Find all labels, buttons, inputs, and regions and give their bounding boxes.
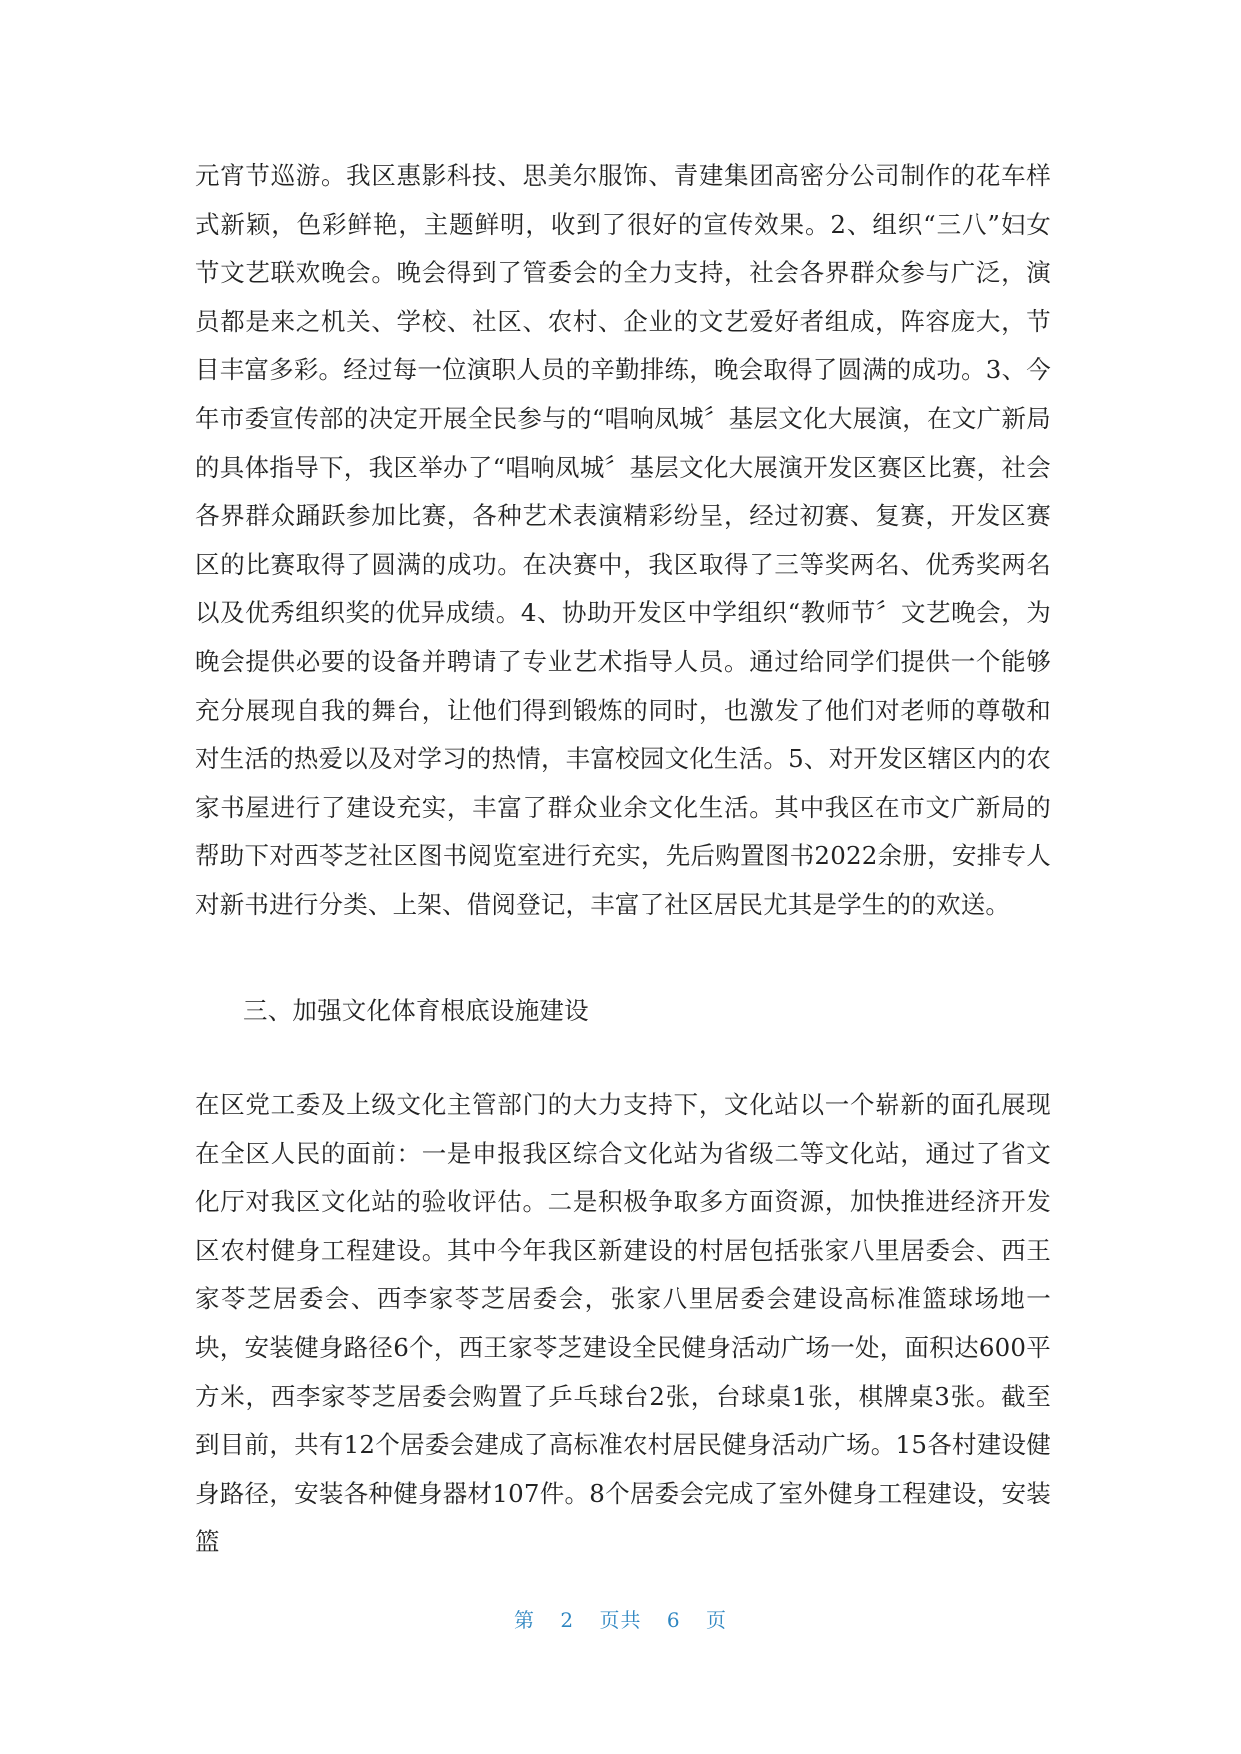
footer-label-ye-gong: 页共 [599,1608,642,1632]
section-heading: 三、加强文化体育根底设施建设 [243,996,589,1025]
footer-page-current: 2 [560,1608,575,1632]
body-paragraph: 在区党工委及上级文化主管部门的大力支持下，文化站以一个崭新的面孔展现在全区人民的面前：一是申报我区综合文化站为省级二等文化站，通过了省文化厅对我区文化站的验收评估。二是积极争取多方面资源，加快推进经济开发区农村健身工程建设。其中今年我区新建设的村居包括张家八里居委会、西王家苓芝居委会、西李家苓芝居委会，张家八里居委会建设高标准篮球场地一块，安装健身路径6个，西王家苓芝建设全民健身活动广场一处，面积达600平方米，西李家苓芝居委会购置了乒乓球台2张，台球桌1张，棋牌桌3张。截至到目前，共有12个居委会建成了高标准农村居民健身活动广场。15各村建设健身路径，安装各种健身器材107件。8个居委会完成了室外健身工程建设，安装篮 [195,1090,1051,1557]
footer-label-ye: 页 [705,1608,727,1632]
page-footer [0,1604,1241,1633]
footer-label-di: 第 [514,1608,536,1632]
footer-page-total: 6 [666,1608,681,1632]
body-paragraph: 元宵节巡游。我区惠影科技、思美尔服饰、青建集团高密分公司制作的花车样式新颖，色彩鲜艳，主题鲜明，收到了很好的宣传效果。2、组织“三八”妇女节文艺联欢晚会。晚会得到了管委会的全力支持，社会各界群众参与广泛，演员都是来之机关、学校、社区、农村、企业的文艺爱好者组成，阵容庞大，节目丰富多彩。经过每一位演职人员的辛勤排练，晚会取得了圆满的成功。3、今年市委宣传部的决定开展全民参与的“唱响凤城〞基层文化大展演，在文广新局的具体指导下，我区举办了“唱响凤城〞基层文化大展演开发区赛区比赛，社会各界群众踊跃参加比赛，各种艺术表演精彩纷呈，经过初赛、复赛，开发区赛区的比赛取得了圆满的成功。在决赛中，我区取得了三等奖两名、优秀奖两名以及优秀组织奖的优异成绩。4、协助开发区中学组织“教师节〞文艺晚会，为晚会提供必要的设备并聘请了专业艺术指导人员。通过给同学们提供一个能够充分展现自我的舞台，让他们得到锻炼的同时，也激发了他们对老师的尊敬和对生活的热爱以及对学习的热情，丰富校园文化生活。5、对开发区辖区内的农家书屋进行了建设充实，丰富了群众业余文化生活。其中我区在市文广新局的帮助下对西苓芝社区图书阅览室进行充实，先后购置图书2022余册，安排专人对新书进行分类、上架、借阅登记，丰富了社区居民尤其是学生的的欢送。 [195,161,1051,919]
